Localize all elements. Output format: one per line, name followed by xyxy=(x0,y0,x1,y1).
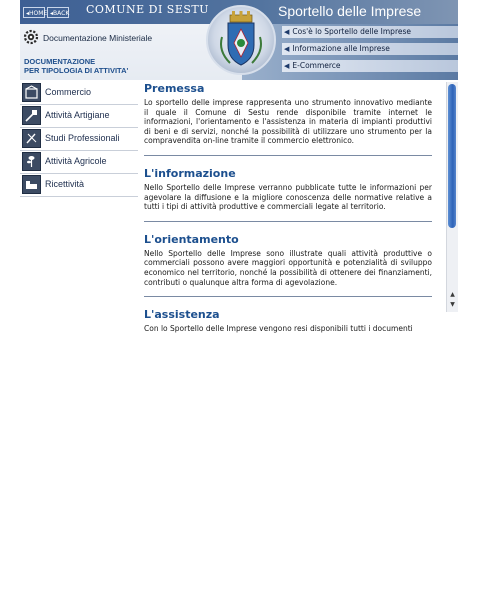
back-button-label: BACK xyxy=(53,10,70,17)
menu-item-informazione[interactable] xyxy=(282,43,458,55)
sidebar-item-label: Attività Artigiane xyxy=(45,110,110,120)
home-arrow-icon: ◂ xyxy=(26,10,30,17)
back-arrow-icon: ◂ xyxy=(50,10,54,17)
shield-icon xyxy=(208,7,274,73)
documentazione-ministeriale-link[interactable] xyxy=(20,28,170,48)
section-informazione xyxy=(144,167,432,222)
section-text: Nello Sportello delle Imprese sono illustrate quali attività produttive o commerciali possono avere maggiori opportunità e potenzialità di sviluppo economico nel territorio, nonché la possibilità di ottenere dei finanziamenti, contributi o qualunque altra forma di agevolazione. xyxy=(144,248,432,287)
gear-icon xyxy=(22,28,40,46)
section-text: Con lo Sportello delle Imprese vengono resi disponibili tutti i documenti xyxy=(144,324,413,334)
section-text: Nello Sportello delle Imprese verranno pubblicate tutte le informazioni per agevolare la diffusione e la migliore conoscenza delle normative relative a tutti i tipi di attività produttive e commerciali legate al territorio. xyxy=(144,182,432,212)
home-button-label: HOME xyxy=(29,10,48,17)
documentazione-tipologia-heading xyxy=(24,57,128,75)
tipologia-heading-line1: DOCUMENTAZIONE xyxy=(24,57,96,66)
back-button[interactable] xyxy=(47,7,69,18)
content-scrollbar[interactable] xyxy=(446,82,458,312)
scroll-down-arrow-icon[interactable]: ▼ xyxy=(450,301,455,308)
commercio-icon xyxy=(22,83,41,102)
main-content xyxy=(144,82,432,334)
section-title: Premessa xyxy=(144,82,205,95)
section-title: L'orientamento xyxy=(144,232,239,246)
sidebar-item-commercio[interactable] xyxy=(20,82,136,105)
sidebar-item-label: Studi Professionali xyxy=(45,133,120,143)
section-title: L'assistenza xyxy=(144,308,220,322)
agricole-icon xyxy=(22,152,41,171)
section-text: Lo sportello delle imprese rappresenta uno strumento innovativo mediante il quale il Comune di Sestu rende disponibile tramite internet le informazioni, l'orientamento e l'assistenza in materia di impianti produttivi di beni e di servizi, nonché la possibilità di utilizzare uno strumento per la compravendita on-line tramite il commercio elettronico. xyxy=(144,98,432,146)
sidebar-item-label: Attività Agricole xyxy=(45,156,107,166)
section-title: L'informazione xyxy=(144,166,236,180)
sidebar-item-professionali[interactable] xyxy=(20,128,136,151)
sidebar-item-label: Commercio xyxy=(45,87,92,97)
menu-item-cose-lo-sportello[interactable] xyxy=(282,26,458,38)
tipologia-heading-line2: PER TIPOLOGIA DI ATTIVITA' xyxy=(24,66,129,75)
sidebar-divider xyxy=(20,196,138,197)
page-title: Sportello delle Imprese xyxy=(278,3,422,19)
menu-item-label: E-Commerce xyxy=(292,61,341,70)
sidebar-item-label: Ricettività xyxy=(45,179,85,189)
coat-of-arms-emblem xyxy=(206,5,276,75)
scroll-up-arrow-icon[interactable]: ▲ xyxy=(450,291,455,298)
sidebar xyxy=(20,82,136,197)
site-header xyxy=(20,0,458,80)
menu-item-label: Informazione alle Imprese xyxy=(292,44,390,53)
comune-title: COMUNE DI SESTU xyxy=(86,3,209,16)
triangle-left-icon: ◀ xyxy=(284,45,290,53)
documentazione-ministeriale-label: Documentazione Ministeriale xyxy=(43,33,153,43)
artigiane-icon xyxy=(22,106,41,125)
sidebar-item-artigiane[interactable] xyxy=(20,105,136,128)
section-orientamento xyxy=(144,233,432,297)
menu-item-label: Cos'è lo Sportello delle Imprese xyxy=(292,27,412,36)
triangle-left-icon: ◀ xyxy=(284,62,290,70)
scrollbar-thumb[interactable] xyxy=(448,84,456,228)
ricettivita-icon xyxy=(22,175,41,194)
section-assistenza xyxy=(144,308,432,343)
home-button[interactable] xyxy=(23,7,48,18)
triangle-left-icon: ◀ xyxy=(284,28,290,36)
sidebar-item-ricettivita[interactable] xyxy=(20,174,136,197)
sidebar-item-agricole[interactable] xyxy=(20,151,136,174)
menu-item-ecommerce[interactable] xyxy=(282,60,458,72)
section-premessa xyxy=(144,82,432,156)
professionali-icon xyxy=(22,129,41,148)
